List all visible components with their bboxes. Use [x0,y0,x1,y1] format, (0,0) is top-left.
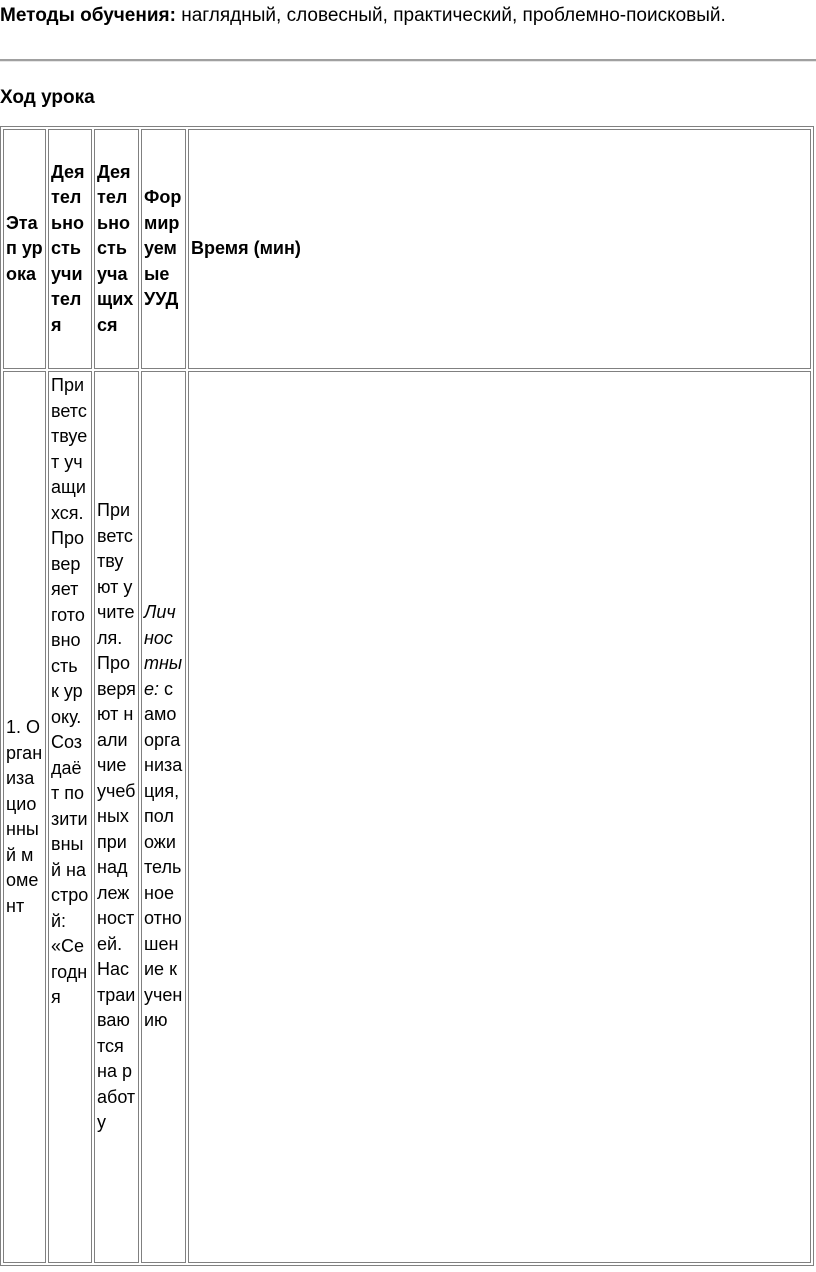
cell-stage: 1. Организационный момент [3,371,46,1263]
table-header-row [3,129,811,369]
header-student-activity: Деятельность учащихся [94,129,139,369]
lesson-plan-table [0,126,814,1266]
teaching-methods-line [0,3,816,29]
cell-teacher-activity: Приветствует учащихся. Проверяет готовность к уроку. Создаёт позитивный настрой: «Сегодня [48,371,92,1263]
header-stage: Этап урока [3,129,46,369]
header-time: Время (мин) [188,129,811,369]
header-teacher-activity: Деятельность учителя [48,129,92,369]
section-title: Ход урока [0,87,95,108]
teaching-methods-label: Методы обучения: [0,5,176,26]
cell-student-activity: Приветствуют учителя. Проверяют наличие учебных принадлежностей. Настраиваются на работу [94,371,139,1263]
table-row [3,371,811,1263]
uud-label: Личностные: [144,602,183,699]
uud-text: самоорганизация, положительное отношение к учению [144,678,183,1031]
teaching-methods-text: наглядный, словесный, практический, проблемно-поисковый. [175,5,726,26]
cell-time [188,371,811,1263]
cell-uud [141,371,186,1263]
header-uud: Формируемые УУД [141,129,186,369]
horizontal-divider [0,59,816,62]
